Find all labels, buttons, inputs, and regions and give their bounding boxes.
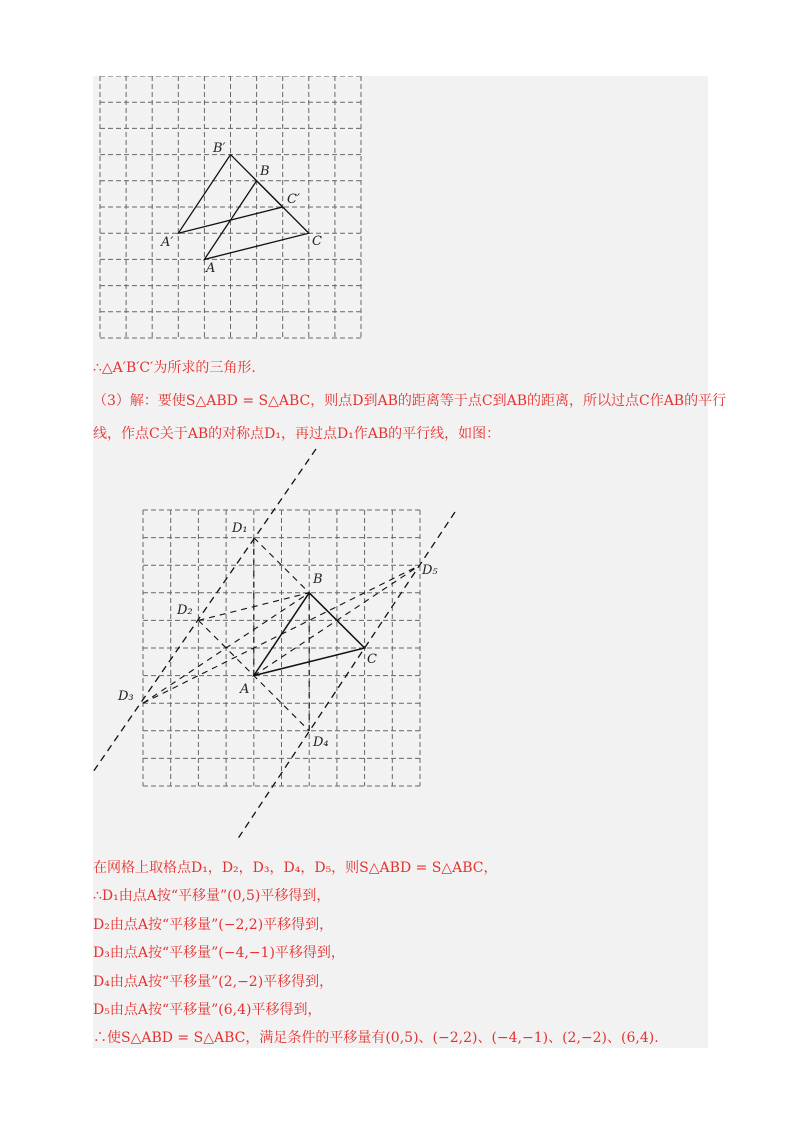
- grid-lines: [100, 76, 361, 338]
- label-b-2: B: [313, 572, 323, 587]
- label-c-2: C: [367, 652, 377, 667]
- text-line-4: 在网格上取格点D₁，D₂，D₃，D₄，D₅，则S△ABD = S△ABC，: [93, 860, 498, 876]
- label-a: A: [206, 261, 216, 276]
- label-b-prime: B′: [213, 141, 226, 156]
- figure-parallel-lines-grid: [93, 440, 473, 850]
- label-d3: D₃: [118, 689, 134, 704]
- text-line-1: ∴△A′B′C′为所求的三角形.: [93, 360, 256, 376]
- label-d4: D₄: [313, 735, 329, 750]
- text-line-2: （3）解：要使S△ABD = S△ABC，则点D到AB的距离等于点C到AB的距离，所以过点C作AB的平行: [93, 393, 727, 409]
- text-line-6: D₂由点A按“平移量”(−2,2)平移得到，: [93, 917, 334, 933]
- label-a-prime: A′: [161, 235, 174, 250]
- text-line-5: ∴D₁由点A按“平移量”(0,5)平移得到，: [93, 888, 331, 904]
- label-c-prime: C′: [287, 192, 300, 207]
- text-line-7: D₃由点A按“平移量”(−4,−1)平移得到，: [93, 945, 345, 961]
- grid-lines: [143, 510, 420, 786]
- label-d1: D₁: [232, 521, 248, 536]
- text-line-3: 线，作点C关于AB的对称点D₁，再过点D₁作AB的平行线，如图：: [93, 426, 501, 442]
- label-a-2: A: [240, 682, 250, 697]
- text-line-9: D₅由点A按“平移量”(6,4)平移得到，: [93, 1002, 322, 1018]
- label-d5: D₅: [422, 563, 438, 578]
- text-line-10: ∴使S△ABD = S△ABC，满足条件的平移量有(0,5)、(−2,2)、(−4,−1)、(2,−2)、(6,4).: [93, 1030, 659, 1046]
- figure-translation-grid: [95, 76, 370, 342]
- text-line-8: D₄由点A按“平移量”(2,−2)平移得到，: [93, 974, 334, 990]
- label-c: C: [312, 234, 322, 249]
- label-d2: D₂: [177, 603, 193, 618]
- label-b: B: [260, 164, 270, 179]
